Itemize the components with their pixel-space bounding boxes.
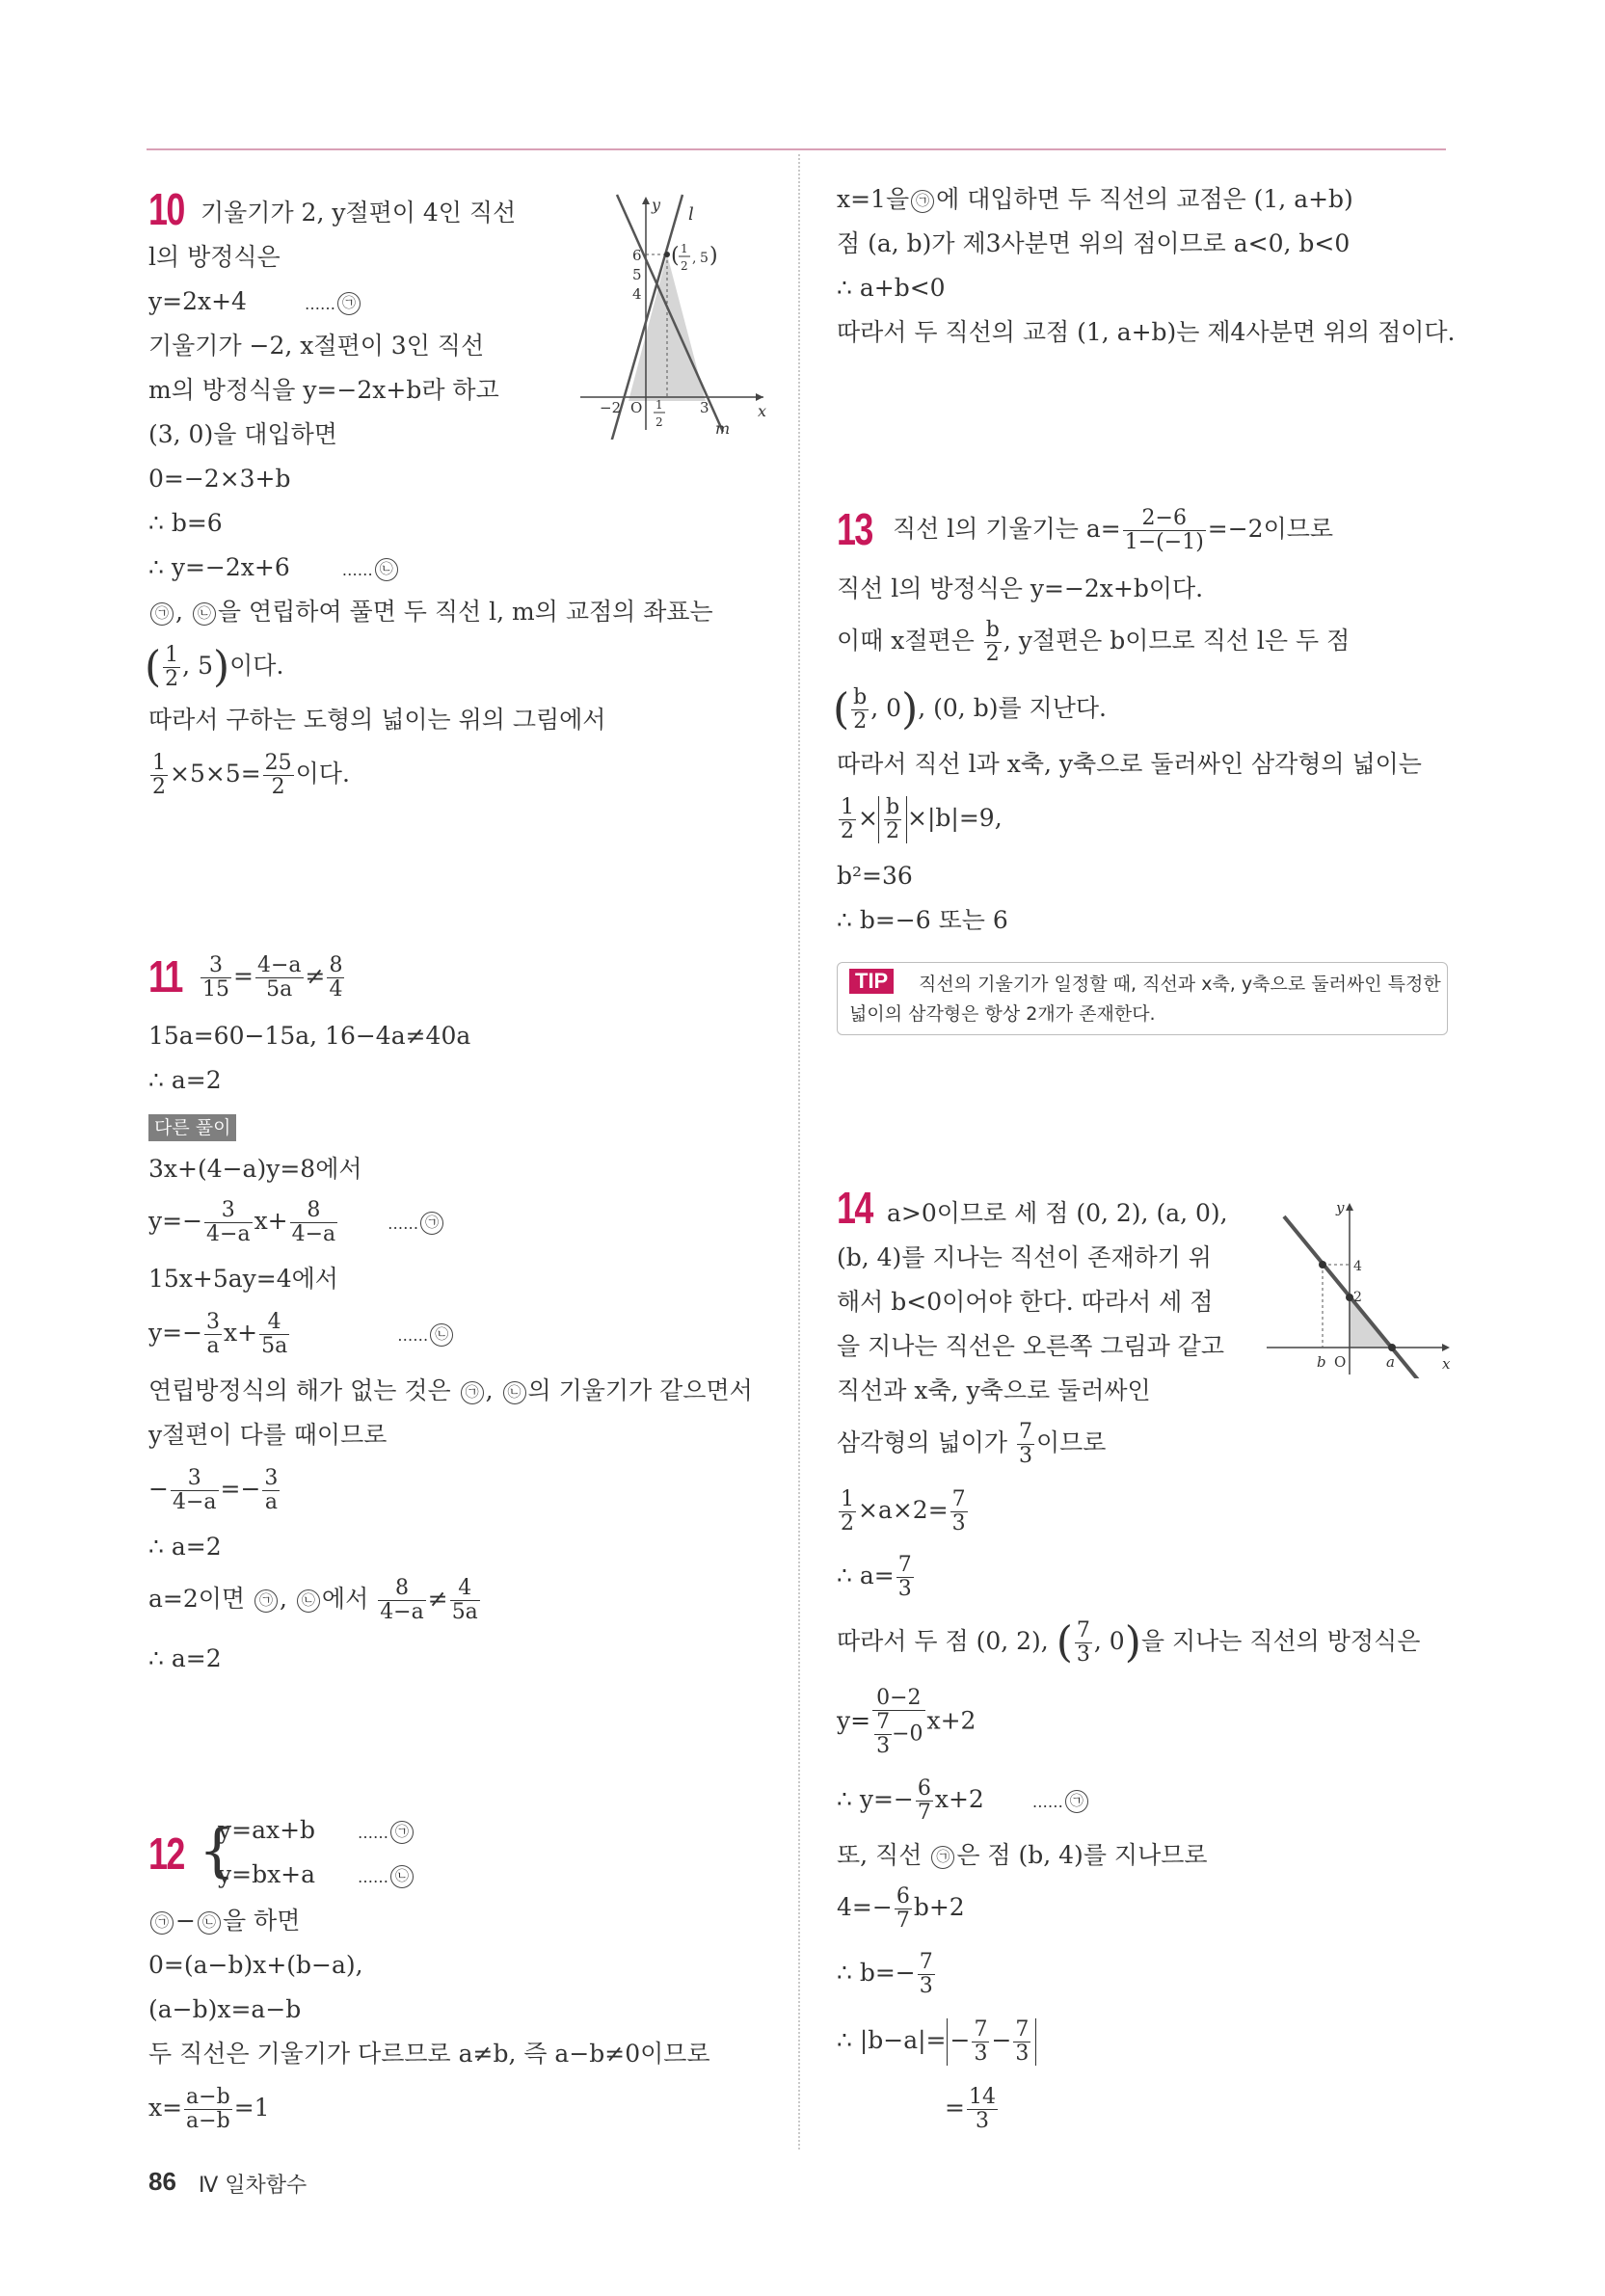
column-divider: [798, 154, 800, 2149]
p10-line9: ∴ y=−2x+6 …… ㉡: [148, 553, 400, 585]
p12-line2: 0=(a−b)x+(b−a),: [148, 1951, 363, 1979]
svg-text:,: ,: [692, 251, 697, 266]
p14-line4: 을 지나는 직선은 오른쪽 그림과 같고: [837, 1332, 1224, 1360]
p10-tick-3: 3: [700, 399, 709, 416]
p14-line10: y= 0−2 $\frac{7}{3}$ −0 x+2: [837, 1686, 976, 1758]
tip-text-1: 직선의 기울기가 일정할 때, 직선과 x축, y축으로 둘러싸인 특정한: [919, 974, 1441, 995]
svg-text:1: 1: [681, 242, 688, 255]
p14-line16: = $\frac{14}{3}$: [945, 2085, 996, 2133]
p11-line4: y=− $\frac{3}{4-a}$ x+ $\frac{8}{4-a}$ …… ㉠: [148, 1199, 445, 1253]
p13-line8: ∴ b=−6 또는 6: [837, 906, 1008, 934]
p10-m-label: m: [715, 419, 731, 438]
problem-13-number: 13: [837, 504, 872, 554]
p14-line8: ∴ a= $\frac{7}{3}$: [837, 1553, 912, 1601]
p11-line11: a=2이면 ㉠ , ㉡ 에서 $\frac{8}{4-a}$ ≠ $\frac{4}{5a}$: [148, 1576, 478, 1624]
p10-line13: $\frac{1}{2}$ ×5×5= $\frac{25}{2}$ 이다.: [152, 751, 350, 799]
p13-line5: 따라서 직선 l과 x축, y축으로 둘러싸인 삼각형의 넓이는: [837, 750, 1422, 778]
tip-label: TIP: [849, 969, 894, 994]
svg-text:1: 1: [655, 398, 663, 412]
p10-line4: 기울기가 −2, x절편이 3인 직선: [148, 332, 485, 360]
p10-tick-6: 6: [632, 247, 642, 264]
p12-line3: (a−b)x=a−b: [148, 1995, 302, 2023]
p10-graph: [571, 189, 773, 440]
p10-l-label: l: [688, 204, 694, 225]
p10-line11: ( $\frac{1}{2}$ , 5)이다.: [145, 642, 284, 692]
p13-line1: 직선 l의 기울기는 a= $\frac{2-6}{1-(-1)}$ =−2이므로: [893, 506, 1334, 554]
p10-origin: O: [630, 399, 643, 416]
tip-box: [837, 962, 1448, 1035]
p10-line10: ㉠ , ㉡ 을 연립하여 풀면 두 직선 l, m의 교점의 좌표는: [148, 598, 713, 627]
p11-line6: y=− $\frac{3}{a}$ x+ $\frac{4}{5a}$ …… ㉡: [148, 1311, 455, 1365]
p11-line8: y절편이 다를 때이므로: [148, 1421, 388, 1449]
p14-line5: 직선과 x축, y축으로 둘러싸인: [837, 1376, 1151, 1404]
p11-line1: 15a=60−15a, 16−4a≠40a: [148, 1022, 471, 1050]
p14-origin: O: [1334, 1353, 1347, 1371]
p14-line15: ∴ |b−a|= − $\frac{7}{3}$ − $\frac{7}{3}$: [837, 2018, 1036, 2072]
p11-line9: − $\frac{3}{4-a}$ =− $\frac{3}{a}$: [148, 1466, 279, 1514]
p14-x-label: x: [1442, 1355, 1451, 1373]
p14-tick-2: 2: [1353, 1290, 1362, 1305]
p10-line5: m의 방정식을 y=−2x+b라 하고: [148, 376, 499, 404]
p13-line7: b²=36: [837, 862, 913, 890]
p11-equation: $\frac{3}{15}$ = $\frac{4-a}{5a}$ ≠ $\frac{8}{4}$: [202, 953, 343, 1001]
problem-14-number: 14: [837, 1183, 872, 1233]
right-line3: ∴ a+b<0: [837, 274, 946, 302]
p10-line8: ∴ b=6: [148, 509, 223, 537]
p12-line5: x= $\frac{a-b}{a-b}$ =1: [148, 2085, 270, 2133]
p10-tick-5: 5: [632, 266, 642, 283]
p10-y-label: y: [652, 196, 661, 214]
section-title: Ⅳ 일차함수: [199, 2174, 308, 2198]
p14-y-label: y: [1336, 1199, 1345, 1216]
p14-line1: a>0이므로 세 점 (0, 2), (a, 0),: [887, 1199, 1228, 1227]
p10-line12: 따라서 구하는 도형의 넓이는 위의 그림에서: [148, 706, 606, 734]
p11-line5: 15x+5ay=4에서: [148, 1265, 338, 1293]
p11-line2: ∴ a=2: [148, 1066, 222, 1094]
svg-text:): ): [709, 244, 718, 268]
p10-line3: y=2x+4 …… ㉠: [148, 287, 362, 319]
p10-line7: 0=−2×3+b: [148, 465, 291, 493]
page-number: 86: [148, 2167, 176, 2196]
p10-x-label: x: [758, 402, 767, 420]
p14-line7: $\frac{1}{2}$ ×a×2= $\frac{7}{3}$: [841, 1487, 966, 1535]
p11-line12: ∴ a=2: [148, 1644, 222, 1672]
p13-line4: ( $\frac{b}{2}$ , 0), (0, b)를 지난다.: [833, 684, 1107, 734]
right-line1: x=1을 ㉠ 에 대입하면 두 직선의 교점은 (1, a+b): [837, 185, 1353, 213]
p10-tick-neg2: −2: [600, 399, 622, 416]
svg-text:(: (: [671, 244, 680, 268]
p10-line6: (3, 0)을 대입하면: [148, 420, 337, 448]
p14-line12: 또, 직선 ㉠ 은 점 (b, 4)를 지나므로: [837, 1841, 1208, 1869]
p14-line13: 4=− $\frac{6}{7}$ b+2: [837, 1884, 965, 1933]
p14-line9: 따라서 두 점 (0, 2), ( $\frac{7}{3}$ , 0)을 지나는 직선의 방정식은: [837, 1617, 1421, 1668]
problem-10-number: 10: [148, 184, 184, 234]
p10-line2: l의 방정식은: [148, 243, 281, 271]
p13-line6: $\frac{1}{2}$ × $\frac{b}{2}$ ×|b|=9,: [841, 795, 1003, 843]
p14-line6: 삼각형의 넓이가 $\frac{7}{3}$ 이므로: [837, 1420, 1107, 1468]
p14-graph: [1263, 1195, 1456, 1378]
alt-solution-badge: 다른 풀이: [148, 1114, 236, 1141]
p14-line14: ∴ b=− $\frac{7}{3}$: [837, 1950, 933, 1998]
p14-b-label: b: [1317, 1353, 1326, 1371]
p14-line3: 해서 b<0이어야 한다. 따라서 세 점: [837, 1288, 1214, 1316]
p14-a-label: a: [1386, 1353, 1395, 1371]
p11-line10: ∴ a=2: [148, 1533, 222, 1561]
p10-point-y: 5: [700, 251, 709, 266]
tip-text-2: 넓이의 삼각형은 항상 2개가 존재한다.: [849, 1003, 1156, 1025]
p11-line7: 연립방정식의 해가 없는 것은 ㉠ , ㉡ 의 기울기가 같으면서: [148, 1376, 753, 1404]
p14-line2: (b, 4)를 지나는 직선이 존재하기 위: [837, 1243, 1212, 1271]
p13-line3: 이때 x절편은 $\frac{b}{2}$ , y절편은 b이므로 직선 l은 두 점: [837, 618, 1351, 666]
problem-11-number: 11: [148, 951, 182, 1001]
problem-12-number: 12: [148, 1829, 184, 1879]
p11-line3: 3x+(4−a)y=8에서: [148, 1155, 362, 1183]
p10-line1: 기울기가 2, y절편이 4인 직선: [201, 199, 517, 227]
p10-tick-4: 4: [632, 285, 642, 303]
p14-line11: ∴ y=− $\frac{6}{7}$ x+2 …… ㉠: [837, 1777, 1090, 1831]
svg-text:2: 2: [655, 415, 663, 429]
top-rule: [147, 148, 1446, 150]
right-line2: 점 (a, b)가 제3사분면 위의 점이므로 a<0, b<0: [837, 229, 1351, 257]
p12-line1: ㉠ − ㉡ 을 하면: [148, 1907, 300, 1936]
p13-line2: 직선 l의 방정식은 y=−2x+b이다.: [837, 574, 1204, 602]
svg-text:2: 2: [681, 259, 688, 273]
p12-line4: 두 직선은 기울기가 다르므로 a≠b, 즉 a−b≠0이므로: [148, 2040, 710, 2068]
right-line4: 따라서 두 직선의 교점 (1, a+b)는 제4사분면 위의 점이다.: [837, 318, 1456, 346]
p14-tick-4: 4: [1353, 1259, 1362, 1274]
